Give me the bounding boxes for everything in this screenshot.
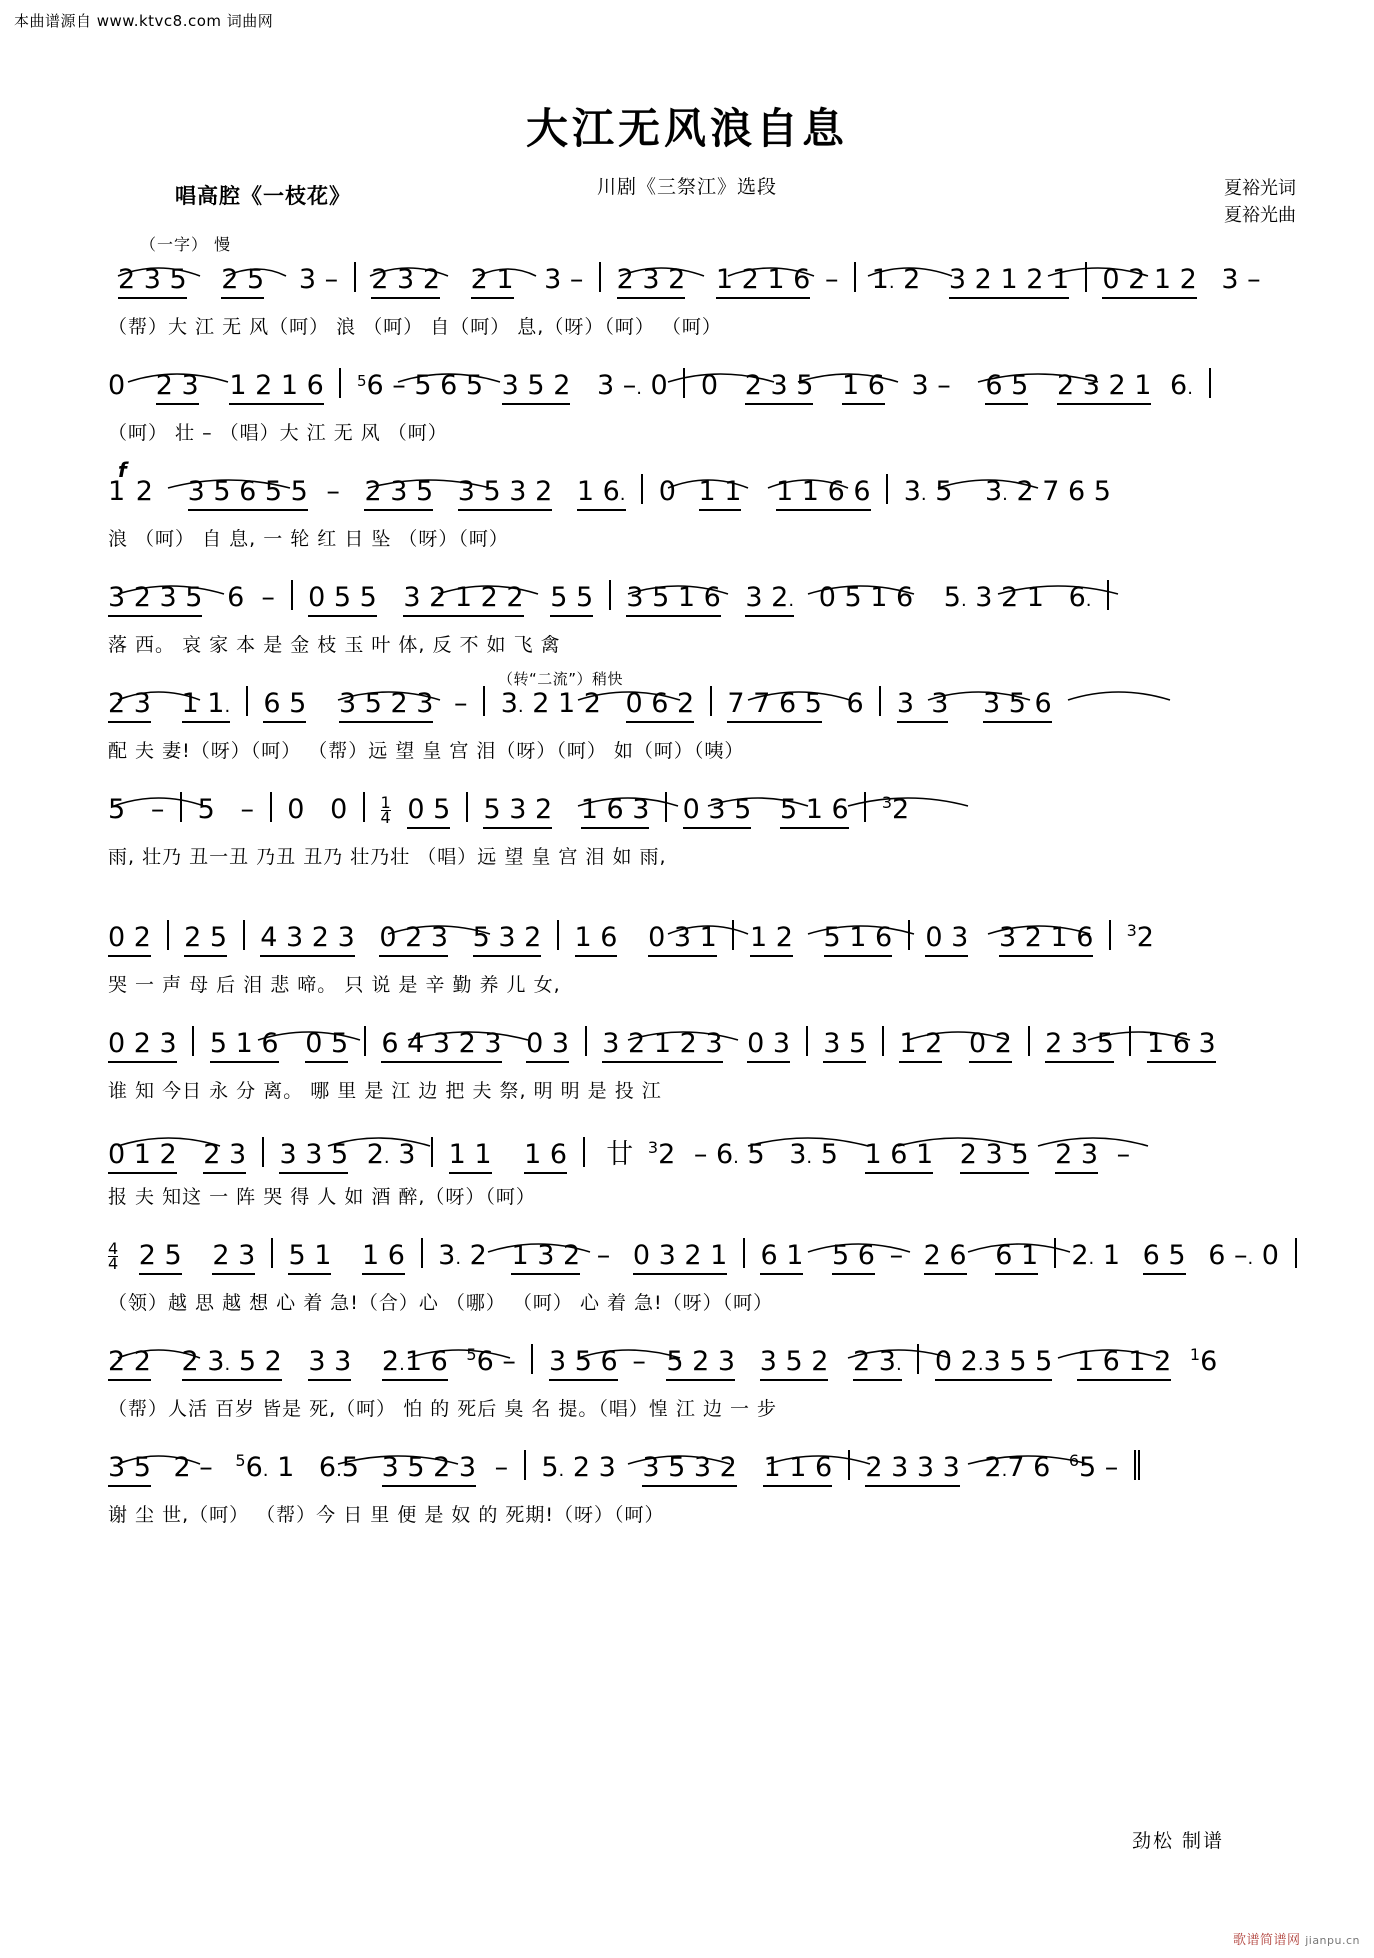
barline: [585, 1026, 587, 1056]
music-system-3: [108, 458, 1288, 558]
barline: [167, 920, 169, 950]
barline: [354, 262, 356, 292]
music-system-11: [108, 1344, 1288, 1428]
music-system-8: [108, 1026, 1288, 1110]
lyrics-row: [108, 1500, 1288, 1534]
barline: [421, 1238, 423, 1268]
music-system-2: [108, 368, 1288, 452]
barline: [524, 1450, 526, 1480]
barline: [271, 1238, 273, 1268]
barline: [879, 686, 881, 716]
music-system-7: [108, 920, 1288, 1004]
music-system-4: [108, 580, 1288, 664]
subtitle: 川剧《三祭江》选段: [596, 176, 777, 198]
lyric-text: 报 夫 知这 一 阵 哭 得 人 如 酒 醉,（呀）（呵）: [108, 1186, 536, 1208]
barline: [364, 1026, 366, 1056]
lyrics-row: [108, 1394, 1288, 1428]
notes-row: 0 2 3 1 2 1 6 56 – 5 6 5 3 5 2 3 –. 0 0 2 3 5 1 6 3 – 6 5 2 3 2 1 6.: [108, 368, 1288, 414]
barline: [1085, 262, 1087, 292]
lyrics-row: [108, 312, 1288, 346]
final-barline: [1134, 1450, 1136, 1480]
notes-row: 2 2 2 3. 5 2 3 3 2.1 6 56 – 3 5 6 – 5 2 3 3 5 2 2 3. 0 2.3 5 5 1 6 1 2 16: [108, 1344, 1288, 1390]
notes-row: 1 2 3 5 6 5 5 – 2 3 5 3 5 3 2 1 6. 0 1 1 1 1 6 6 3. 5 3. 2 7 6 5: [108, 474, 1288, 520]
lyrics-row: [108, 1076, 1288, 1110]
music-system-10: [108, 1238, 1288, 1322]
barline: [1209, 368, 1211, 398]
barline: [531, 1344, 533, 1374]
barline: [609, 580, 611, 610]
notes-row: 0 2 3 5 1 6 0 5 6 4 3 2 3 0 3 3 2 1 2 3 0 3 3 5 1 2 0 2 2 3 5 1 6 3: [108, 1026, 1288, 1072]
lyrics-row: [108, 736, 1288, 770]
barline: [732, 920, 734, 950]
style-label: 唱高腔《一枝花》: [175, 184, 351, 208]
notes-row: 3 2 3 5 6 – 0 5 5 3 2 1 2 2 5 5 3 5 1 6 3 2. 0 5 1 6 5. 3 2 1 6.: [108, 580, 1288, 626]
watermark: [1233, 1929, 1360, 1948]
barline: [583, 1137, 585, 1167]
music-system-5: [108, 670, 1288, 770]
lyrics-row: [108, 970, 1288, 1004]
barline: [854, 262, 856, 292]
barline: [599, 262, 601, 292]
lyric-text: 谁 知 今日 永 分 离。 哪 里 是 江 边 把 夫 祭, 明 明 是 投 江: [108, 1080, 662, 1102]
watermark-subtext: jianpu.cn: [1305, 1934, 1360, 1947]
transcriber-credit: 劲松 制谱: [1131, 1830, 1224, 1852]
barline: [270, 792, 272, 822]
page-title: 大江无风浪自息: [525, 104, 848, 153]
barline: [1129, 1026, 1131, 1056]
lyrics-row: [108, 524, 1288, 558]
barline: [339, 368, 341, 398]
barline: [1107, 580, 1109, 610]
barline: [1109, 920, 1111, 950]
barline: [1054, 1238, 1056, 1268]
lyrics-row: [108, 418, 1288, 452]
credit-composer: 夏裕光曲: [1224, 205, 1296, 226]
barline: [908, 920, 910, 950]
lyric-text: （领）越 思 越 想 心 着 急!（合）心 （哪） （呵） 心 着 急!（呀）（呵）: [108, 1292, 774, 1314]
tempo-marking: （一字） 慢: [140, 235, 232, 254]
barline: [917, 1344, 919, 1374]
dynamic-forte: f: [118, 458, 128, 482]
notes-row: 5 – 5 – 0 0 $\frac{1}{4}$ 0 5 5 3 2 1 6 3 0 3 5 5 1 6 32: [108, 792, 1288, 838]
notes-row: 0 2 2 5 4 3 2 3 0 2 3 5 3 2 1 6 0 3 1 1 2 5 1 6 0 3 3 2 1 6 32: [108, 920, 1288, 966]
lyric-text: 落 西。 哀 家 本 是 金 枝 玉 叶 体, 反 不 如 飞 禽: [108, 634, 561, 656]
notes-row: 2 3 1 1. 6 5 3 5 2 3 – 3. 2 1 2 0 6 2 7 7 6 5 6 3 3 3 5 6: [108, 686, 1288, 732]
barline: [1295, 1238, 1297, 1268]
barline: [363, 792, 365, 822]
barline: [1028, 1026, 1030, 1056]
lyrics-row: [108, 1288, 1288, 1322]
music-system-9: [108, 1132, 1288, 1216]
barline: [291, 580, 293, 610]
lyric-text: 哭 一 声 母 后 泪 悲 啼。 只 说 是 辛 勤 养 儿 女,: [108, 974, 561, 996]
barline: [641, 474, 643, 504]
barline: [886, 474, 888, 504]
credits: [1224, 175, 1296, 229]
lyrics-row: [108, 630, 1288, 664]
barline: [243, 920, 245, 950]
notes-row: 3 5 2 – 56. 1 6.5 3 5 2 3 – 5. 2 3 3 5 3 2 1 1 6 2 3 3 3 2.7 6 65 –: [108, 1450, 1288, 1496]
barline: [557, 920, 559, 950]
notes-row: $\frac{4}{4}$ 2 5 2 3 5 1 1 6 3. 2 1 3 2 – 0 3 2 1 6 1 5 6 – 2 6 6 1 2. 1 6 5 6 –. 0: [108, 1238, 1288, 1284]
lyric-text: 谢 尘 世,（呵） （帮）今 日 里 便 是 奴 的 死期!（呀）（呵）: [108, 1504, 665, 1526]
music-system-6: [108, 792, 1288, 876]
lyric-text: （帮）人活 百岁 皆是 死,（呵） 怕 的 死后 臭 名 提。（唱）惶 江 边 一 步: [108, 1398, 778, 1420]
barline: [710, 686, 712, 716]
barline: [743, 1238, 745, 1268]
lyric-text: 雨, 壮乃 丑一丑 乃丑 丑乃 壮乃壮 （唱）远 望 皇 宫 泪 如 雨,: [108, 846, 667, 868]
barline: [192, 1026, 194, 1056]
notes-row: 2 3 5 2 5 3 – 2 3 2 2 1 3 – 2 3 2 1 2 1 6 – 1. 2 3 2 1 2 1 0 2 1 2 3 –: [108, 262, 1288, 308]
credit-lyricist: 夏裕光词: [1224, 178, 1296, 199]
barline: [180, 792, 182, 822]
barline: [466, 792, 468, 822]
barline: [848, 1450, 850, 1480]
barline: [483, 686, 485, 716]
lyrics-row: [108, 842, 1288, 876]
lyric-text: 浪 （呵） 自 息, 一 轮 红 日 坠 （呀）（呵）: [108, 528, 509, 550]
barline: [683, 368, 685, 398]
barline: [665, 792, 667, 822]
barline: [262, 1137, 264, 1167]
barline: [806, 1026, 808, 1056]
notes-row: 0 1 2 2 3 3 3 5 2. 3 1 1 1 6 廿 32 – 6. 5 3. 5 1 6 1 2 3 5 2 3 –: [108, 1132, 1288, 1178]
music-system-12: [108, 1450, 1288, 1534]
source-note: 本曲谱源自 www.ktvc8.com 词曲网: [14, 12, 274, 30]
barline: [431, 1137, 433, 1167]
music-system-1: [108, 262, 1288, 346]
watermark-text: 歌谱简谱网: [1233, 1933, 1301, 1948]
barline: [246, 686, 248, 716]
barline: [882, 1026, 884, 1056]
lyric-text: （帮）大 江 无 风（呵） 浪 （呵） 自（呵） 息,（呀）（呵） （呵）: [108, 316, 722, 338]
lyrics-row: [108, 1182, 1288, 1216]
barline: [864, 792, 866, 822]
lyric-text: 配 夫 妻!（呀）（呵） （帮）远 望 皇 宫 泪（呀）（呵） 如（呵）（咦）: [108, 740, 745, 762]
lyric-text: （呵） 壮 – （唱）大 江 无 风 （呵）: [108, 422, 448, 444]
tempo-change-annotation: （转“二流”）稍快: [498, 670, 624, 688]
